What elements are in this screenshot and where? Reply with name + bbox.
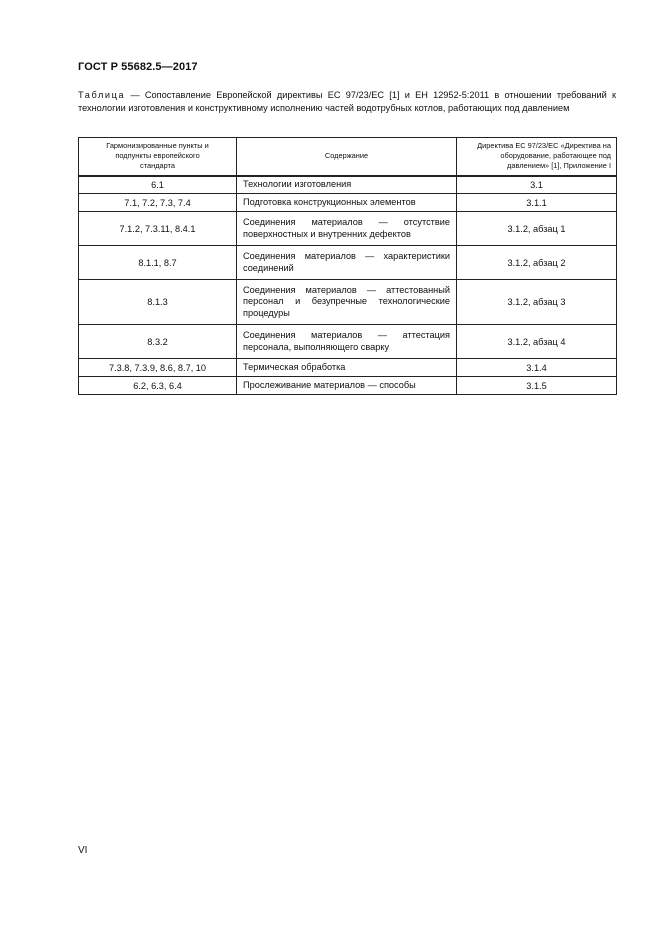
table-row [79, 246, 617, 280]
table-caption [78, 89, 616, 115]
comparison-table [78, 137, 617, 395]
directive-cell: 3.1.1 [457, 194, 617, 212]
table-row [79, 194, 617, 212]
section-cell: 7.1, 7.2, 7.3, 7.4 [79, 194, 237, 212]
directive-cell: 3.1.2, абзац 4 [457, 325, 617, 359]
section-cell: 8.1.3 [79, 280, 237, 325]
table-row [79, 325, 617, 359]
section-cell: 7.1.2, 7.3.11, 8.4.1 [79, 212, 237, 246]
directive-cell: 3.1.4 [457, 359, 617, 377]
column-header-directive: Директива ЕС 97/23/ЕС «Директива на оборудование, работающее под давлением» [1], Приложение I [457, 138, 617, 176]
table-row [79, 280, 617, 325]
content-cell: Соединения материалов — аттестация персонала, выполняющего сварку [237, 325, 457, 359]
section-cell: 8.1.1, 8.7 [79, 246, 237, 280]
section-cell: 6.2, 6.3, 6.4 [79, 377, 237, 395]
document-header: ГОСТ Р 55682.5—2017 [78, 61, 198, 73]
table-row [79, 176, 617, 194]
content-cell: Соединения материалов — характеристики соединений [237, 246, 457, 280]
column-header-sections: Гармонизированные пункты и подпункты европейского стандарта [79, 138, 237, 176]
directive-cell: 3.1.5 [457, 377, 617, 395]
content-cell: Технологии изготовления [237, 176, 457, 194]
content-cell: Прослеживание материалов — способы [237, 377, 457, 395]
directive-cell: 3.1.2, абзац 1 [457, 212, 617, 246]
section-cell: 8.3.2 [79, 325, 237, 359]
directive-cell: 3.1.2, абзац 3 [457, 280, 617, 325]
table-row [79, 359, 617, 377]
caption-text: — Сопоставление Европейской директивы ЕС 97/23/ЕС [1] и ЕН 12952-5:2011 в отношении требований к технологии изготовления и конструктивному исполнению частей водотрубных котлов, работающих под давлением [78, 90, 616, 113]
content-cell: Соединения материалов — аттестованный персонал и безупречные технологические процедуры [237, 280, 457, 325]
table-row [79, 212, 617, 246]
page-number: VI [78, 845, 88, 856]
section-cell: 6.1 [79, 176, 237, 194]
table-header-row [79, 138, 617, 176]
column-header-content: Содержание [237, 138, 457, 176]
directive-cell: 3.1 [457, 176, 617, 194]
section-cell: 7.3.8, 7.3.9, 8.6, 8.7, 10 [79, 359, 237, 377]
content-cell: Термическая обработка [237, 359, 457, 377]
table-row [79, 377, 617, 395]
content-cell: Соединения материалов — отсутствие поверхностных и внутренних дефектов [237, 212, 457, 246]
directive-cell: 3.1.2, абзац 2 [457, 246, 617, 280]
content-cell: Подготовка конструкционных элементов [237, 194, 457, 212]
caption-lead: Таблица [78, 90, 126, 100]
